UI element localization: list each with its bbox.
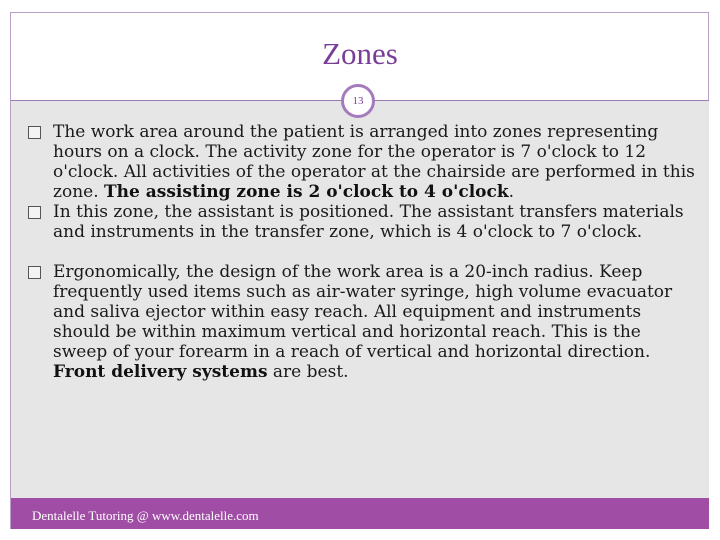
bullet-text-end: . [508,182,515,202]
bullet-text: In this zone, the assistant is positioned. The assistant transfers materials and instruments in the transfer zone, which is 4 o'clock to 7 o'clock. [53,202,684,242]
checkbox-bullet-icon [28,126,41,139]
bullet-text: Ergonomically, the design of the work area is a 20-inch radius. Keep frequently used items such as air-water syringe, high volume evacuator and saliva ejector within easy reach. All equipment and instruments should be within maximum vertical and horizontal reach. This is the sweep of your forearm in a reach of vertical and horizontal direction. [53,262,673,362]
bullet-item-zones [28,122,696,202]
bullet-spacer [28,242,696,262]
bullet-text-end: are best. [267,362,349,382]
checkbox-bullet-icon [28,206,41,219]
bullet-item-ergonomics [28,262,696,382]
bullet-text: The work area around the patient is arranged into zones representing hours on a clock. The activity zone for the operator is 7 o'clock to 12 o'clock. All activities of the operator at the chairside are performed in this zone. [53,122,695,202]
bullet-bold-text: The assisting zone is 2 o'clock to 4 o'clock [104,182,509,202]
bullet-item-assistant [28,202,696,242]
slide-title: Zones [322,36,398,71]
footer-text: Dentalelle Tutoring @ www.dentalelle.com [32,508,259,523]
checkbox-bullet-icon [28,266,41,279]
bullet-list [28,122,696,382]
slide-number: 13 [341,84,375,118]
bullet-bold-text: Front delivery systems [53,362,268,382]
